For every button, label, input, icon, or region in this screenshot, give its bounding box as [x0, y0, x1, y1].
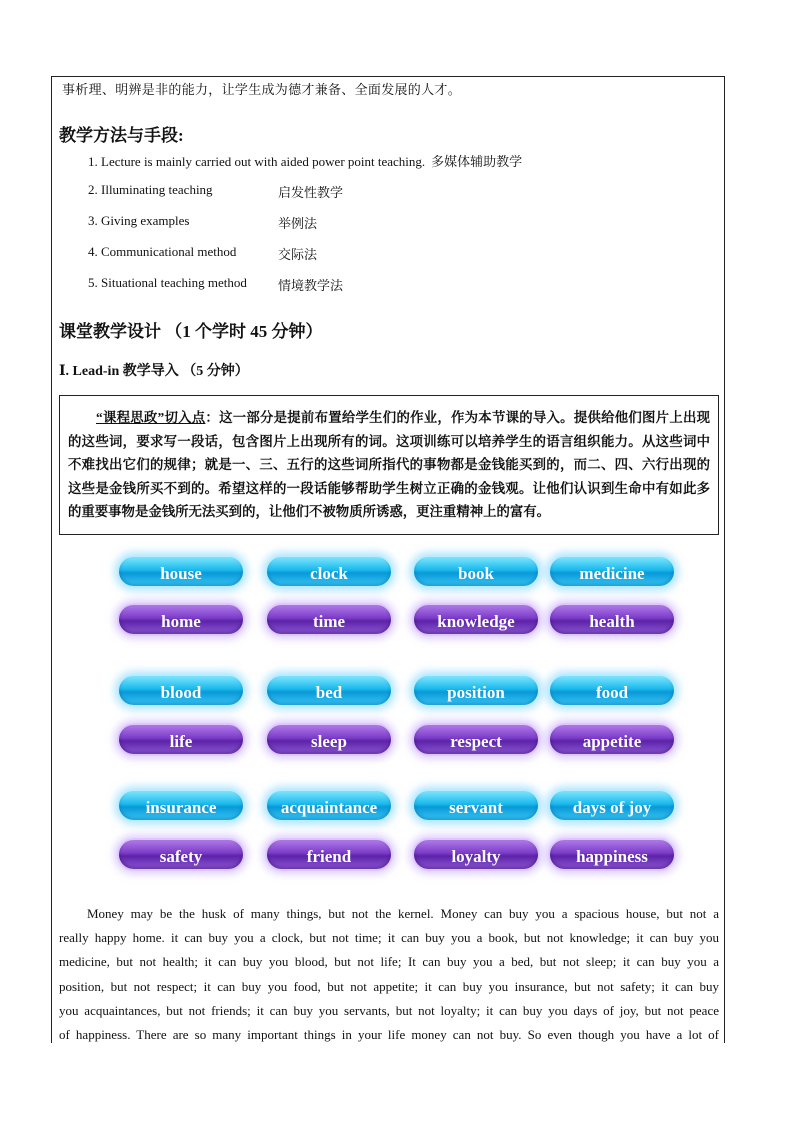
word-pill: clock — [265, 555, 393, 588]
design-heading: 课堂教学设计 （1 个学时 45 分钟） — [59, 322, 323, 341]
word-pill: knowledge — [412, 603, 540, 636]
word-pill: safety — [117, 838, 245, 871]
method-item — [88, 182, 344, 200]
method-en: 2. Illuminating teaching — [88, 182, 213, 197]
intro-line: 事析理、明辨是非的能力，让学生成为德才兼备、全面发展的人才。 — [62, 82, 462, 97]
word-pill: time — [265, 603, 393, 636]
paragraph-line: of happiness. There are so many important things in your life money can not buy. So even though you have a lot of — [59, 1027, 719, 1043]
method-en: 1. Lecture is mainly carried out with aided power point teaching. — [88, 154, 426, 169]
methods-heading: 教学方法与手段: — [59, 126, 184, 145]
word-pill: happiness — [548, 838, 676, 871]
method-item — [88, 244, 318, 262]
word-pill: respect — [412, 723, 540, 756]
word-pill: house — [117, 555, 245, 588]
word-pill: days of joy — [548, 789, 676, 822]
word-pill: insurance — [117, 789, 245, 822]
leadin-heading: Ⅰ. Lead-in 教学导入 （5 分钟） — [59, 364, 249, 379]
method-zh: 交际法 — [278, 247, 318, 262]
word-pill: medicine — [548, 555, 676, 588]
word-pill: acquaintance — [265, 789, 393, 822]
paragraph-line: really happy home. it can buy you a clock, but not time; it can buy you a book, but not knowledge; it can buy you — [59, 930, 719, 946]
word-pill: friend — [265, 838, 393, 871]
method-zh: 举例法 — [278, 216, 318, 231]
word-pill: blood — [117, 674, 245, 707]
paragraph-line: medicine, but not health; it can buy you blood, but not life; It can buy you a bed, but not sleep; it can buy you a — [59, 954, 719, 970]
word-pill: servant — [412, 789, 540, 822]
method-en: 4. Communicational method — [88, 244, 237, 259]
word-pill: position — [412, 674, 540, 707]
ideology-text: ：这一部分是提前布置给学生们的作业，作为本节课的导入。提供给他们图片上出现的这些词，要求写一段话，包含图片上出现所有的词。这项训练可以培养学生的语言组织能力。从这些词中不难找出它们的规律；就是一、三、五行的这些词所指代的事物都是金钱能买到的，而二、四、六行出现的这些是金钱所买不到的。希望这样的一段话能够帮助学生树立正确的金钱观。让他们认识到生命中有如此多的重要事物是金钱所无法买到的，让他们不被物质所诱惑，更注重精神上的富有。 — [68, 410, 711, 519]
method-item — [88, 151, 522, 170]
paragraph-line: position, but not respect; it can buy you food, but not appetite; it can buy you insurance, but not safety; it can buy — [59, 978, 719, 994]
word-pill: appetite — [548, 723, 676, 756]
word-pill: home — [117, 603, 245, 636]
method-zh: 启发性教学 — [278, 185, 344, 200]
paragraph-line: you acquaintances, but not friends; it can buy you servants, but not loyalty; it can buy you days of joy, but not peace — [59, 1002, 719, 1018]
word-pill: life — [117, 723, 245, 756]
word-pill: bed — [265, 674, 393, 707]
paragraph-line: Money may be the husk of many things, but not the kernel. Money can buy you a spacious house, but not a — [87, 906, 719, 921]
word-pill: food — [548, 674, 676, 707]
ideology-box — [59, 395, 719, 535]
word-pill: book — [412, 555, 540, 588]
method-item — [88, 213, 318, 231]
word-pill: sleep — [265, 723, 393, 756]
money-paragraph — [59, 902, 719, 1047]
method-en: 3. Giving examples — [88, 213, 190, 228]
ideology-lead: “课程思政”切入点 — [96, 410, 206, 425]
word-pill: loyalty — [412, 838, 540, 871]
method-zh: 情境教学法 — [278, 278, 344, 293]
method-en: 5. Situational teaching method — [88, 275, 247, 290]
word-pill: health — [548, 603, 676, 636]
method-zh: 多媒体辅助教学 — [431, 154, 523, 169]
method-item — [88, 275, 344, 293]
